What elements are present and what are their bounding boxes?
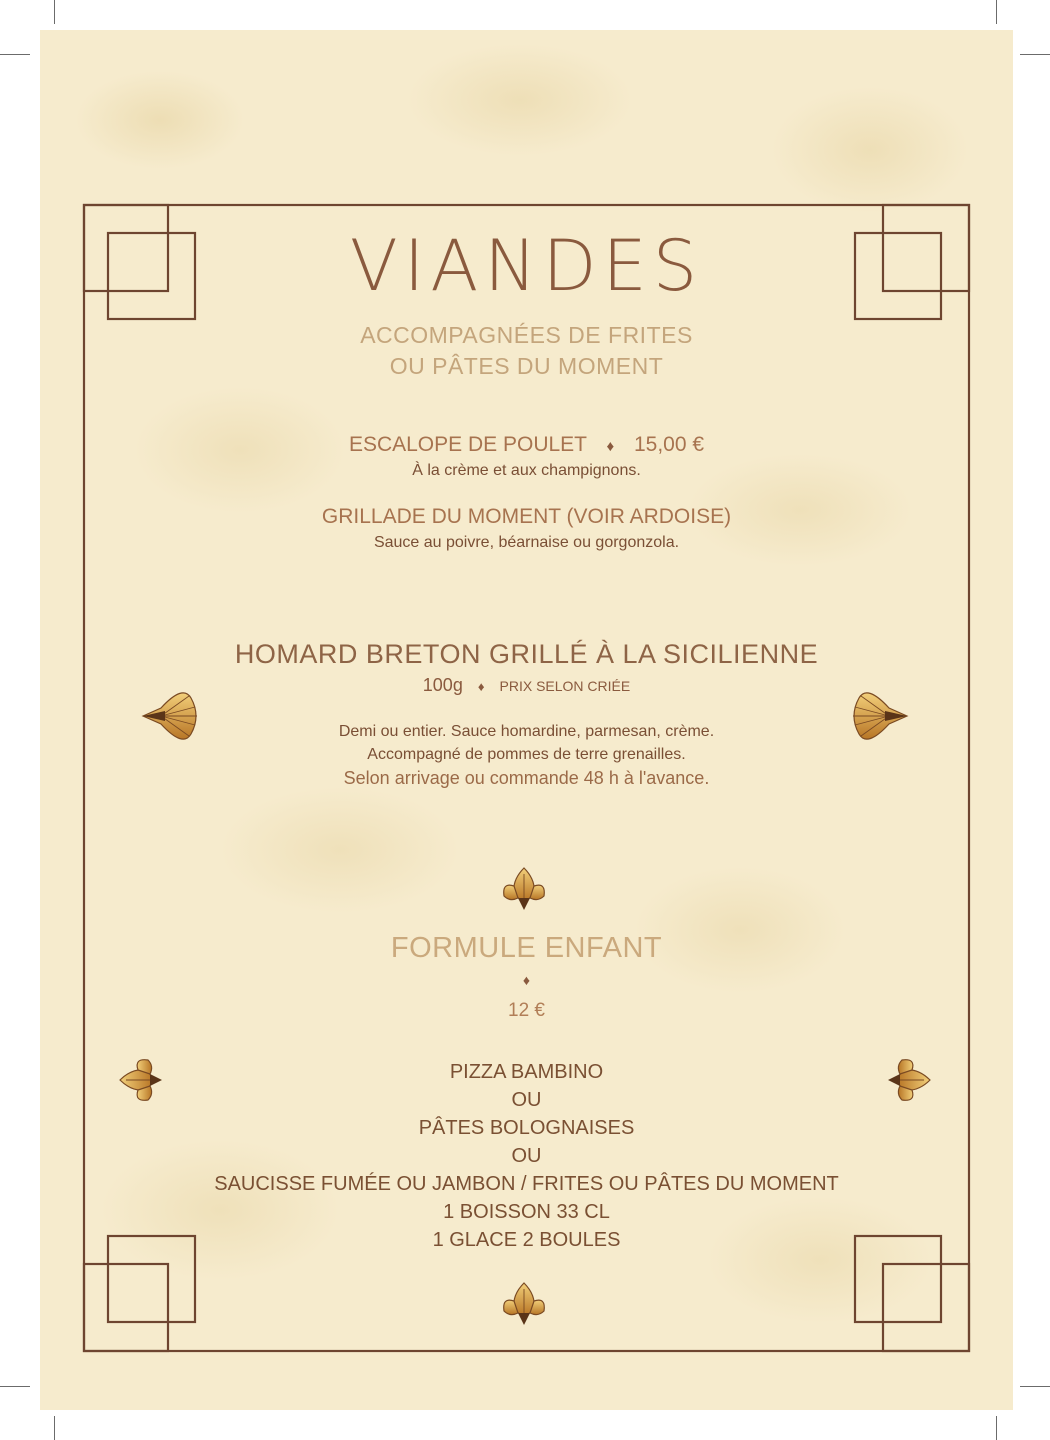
- page-title: VIANDES: [349, 225, 704, 307]
- subtitle-line-2: OU PÂTES DU MOMENT: [389, 353, 664, 379]
- choice-line: PÂTES BOLOGNAISES: [418, 1117, 635, 1139]
- item-description: Sauce au poivre, béarnaise ou gorgonzola.: [373, 534, 680, 551]
- choice-line: OU: [511, 1089, 542, 1111]
- subtitle-line-1: ACCOMPAGNÉES DE FRITES: [360, 322, 693, 348]
- lotus-ornament: [504, 868, 545, 910]
- choice-line: PIZZA BAMBINO: [449, 1061, 604, 1083]
- menu-item-grillade: GRILLADE DU MOMENT (VOIR ARDOISE): [321, 505, 732, 528]
- formule-price: 12 €: [508, 1000, 545, 1021]
- formule-title: FORMULE ENFANT: [390, 932, 663, 964]
- item-description: À la crème et aux champignons.: [412, 462, 641, 479]
- lotus-ornament: [504, 1283, 545, 1325]
- special-item-price: [40, 674, 1013, 698]
- menu-item-escalope: [40, 431, 1013, 461]
- special-desc-line-3: Selon arrivage ou commande 48 h à l'avance.: [343, 768, 710, 788]
- price-note: PRIX SELON CRIÉE: [499, 678, 631, 694]
- formule-choices: [40, 1058, 1013, 1254]
- weight: 100g: [422, 675, 463, 695]
- choice-line: SAUCISSE FUMÉE OU JAMBON / FRITES OU PÂTES DU MOMENT: [214, 1173, 839, 1195]
- choice-line: 1 GLACE 2 BOULES: [432, 1229, 621, 1251]
- diamond-separator: ♦: [522, 972, 531, 988]
- special-desc-line-1: Demi ou entier. Sauce homardine, parmesan, crème.: [338, 723, 715, 740]
- item-price: 15,00 €: [633, 433, 705, 456]
- diamond-separator: ♦: [477, 679, 485, 694]
- special-desc-line-2: Accompagné de pommes de terre grenailles.: [367, 746, 686, 763]
- special-item-name: HOMARD BRETON GRILLÉ À LA SICILIENNE: [234, 639, 819, 669]
- choice-line: 1 BOISSON 33 CL: [443, 1201, 610, 1223]
- item-name: ESCALOPE DE POULET: [348, 433, 587, 456]
- choice-line: OU: [511, 1145, 542, 1167]
- diamond-separator: ♦: [606, 438, 615, 455]
